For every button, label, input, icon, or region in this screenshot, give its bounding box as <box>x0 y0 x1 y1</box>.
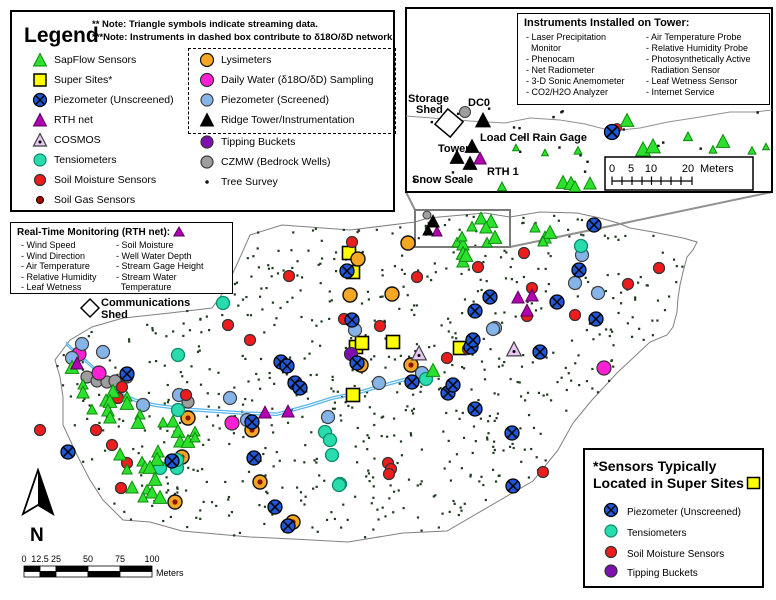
tensiometer-marker <box>333 479 346 492</box>
legend-item-soil_gas <box>30 191 135 209</box>
legend-item-label: CZMW (Bedrock Wells) <box>221 156 331 168</box>
piezometer-unscreened-marker <box>587 218 601 232</box>
legend-panel <box>10 10 395 212</box>
tensiometer-marker <box>575 240 588 253</box>
piezometer-screened-marker <box>592 287 605 300</box>
rth-triangle-icon <box>173 226 185 237</box>
lysimeter-marker <box>253 475 267 489</box>
soil_gas-icon <box>30 192 50 208</box>
piezometer-unscreened-marker <box>533 345 547 359</box>
ridge_tower-icon <box>197 112 217 128</box>
legend-item-label: Ridge Tower/Instrumentation <box>221 114 355 126</box>
piezometer-unscreened-marker <box>120 367 134 381</box>
lysimeter-marker <box>343 288 357 302</box>
piezometer-unscreened-marker <box>572 263 586 277</box>
legend-item-label: Piezometer (Unscreened) <box>54 94 174 106</box>
supersites-item-label: Soil Moisture Sensors <box>627 549 725 560</box>
legend-item-label: RTH net <box>54 114 93 126</box>
tower-instruments-panel <box>517 13 770 105</box>
soil-moisture-marker <box>223 320 234 331</box>
legend-item-soil_moisture <box>30 171 156 189</box>
legend-item-piezometer_unscreened <box>30 91 174 109</box>
daily-water-marker <box>225 416 239 430</box>
legend-note-isotope: ***Note: Instruments in dashed box contribute to δ18O/δD network. <box>92 32 395 43</box>
legend-item-rth_net <box>30 111 93 129</box>
tower-instruments-left-list <box>526 32 625 98</box>
supersites-panel <box>583 448 764 588</box>
tower-instruments-right-list <box>646 32 751 98</box>
piezometer-unscreened-marker <box>268 500 282 514</box>
soil-moisture-marker <box>117 382 128 393</box>
rth-parameter: - Soil Moisture <box>116 240 174 250</box>
legend-item-label: SapFlow Sensors <box>54 54 137 66</box>
tower-instrument: - Leaf Wetness Sensor <box>646 76 738 86</box>
soil-moisture-marker <box>654 263 665 274</box>
legend-item-daily_water <box>197 71 374 89</box>
legend-note-streaming: ** Note: Triangle symbols indicate streaming data. <box>92 19 318 30</box>
scale-tick-label: 25 <box>50 554 62 564</box>
soil-moisture-marker <box>245 335 256 346</box>
scale-tick-label: 75 <box>114 554 126 564</box>
tipping_buckets-icon <box>603 563 619 584</box>
lysimeter-marker <box>351 252 365 266</box>
soil-moisture-marker <box>91 425 102 436</box>
supersites-item-label: Piezometer (Unscreened) <box>627 507 741 518</box>
legend-item-label: Super Sites* <box>54 74 113 86</box>
super-site-marker <box>356 337 369 350</box>
tree-icon <box>197 174 217 190</box>
soil-moisture-marker <box>375 321 386 332</box>
tower-instrument: - Net Radiometer <box>526 65 595 75</box>
inset-scale-tick-label: 5 <box>627 163 635 175</box>
tensiometer-marker <box>326 449 339 462</box>
rth-left-list <box>21 240 97 293</box>
legend-title: Legend <box>24 24 99 47</box>
tensiometers-icon <box>603 523 619 544</box>
soil_moisture-icon <box>603 544 619 565</box>
soil-moisture-marker <box>519 248 530 259</box>
piezometer-unscreened-marker <box>483 290 497 304</box>
piezometer-screened-marker <box>97 346 110 359</box>
legend-item-tree <box>197 173 278 191</box>
soil-moisture-marker <box>181 390 192 401</box>
tipping_buckets-icon <box>197 134 217 150</box>
soil-moisture-marker <box>442 353 453 364</box>
legend-item-cosmos <box>30 131 101 149</box>
inset-scale-tick-label: 0 <box>608 163 616 175</box>
inset-scale-bar <box>605 157 753 190</box>
north-label: N <box>30 525 44 546</box>
tower-instrument: Monitor <box>526 43 562 53</box>
soil-moisture-marker <box>473 262 484 273</box>
tensiometer-marker <box>217 297 230 310</box>
supersites-item-label: Tipping Buckets <box>627 568 698 579</box>
czmw-well-marker <box>423 211 431 219</box>
piezometer-unscreened-marker <box>550 295 564 309</box>
soil-moisture-marker <box>412 272 423 283</box>
soil-moisture-marker <box>347 237 358 248</box>
tower-instrument: - 3-D Sonic Anemometer <box>526 76 625 86</box>
load-cell-rain-gage-label: Load Cell Rain Gage <box>480 132 587 144</box>
rth1-label: RTH 1 <box>487 166 519 178</box>
legend-item-lysimeters <box>197 51 271 69</box>
scale-tick-label: 100 <box>144 554 160 564</box>
piezometer-unscreened-marker <box>506 479 520 493</box>
piezometer-unscreened-marker <box>345 313 359 327</box>
dc0-label: DC0 <box>468 97 491 109</box>
scale-tick-label: 50 <box>82 554 94 564</box>
tensiometer-marker <box>172 349 185 362</box>
scale-unit-label: Meters <box>156 568 184 578</box>
piezometer_unscreened-icon <box>30 92 50 108</box>
legend-item-label: Tree Survey <box>221 176 278 188</box>
daily-water-marker <box>92 366 106 380</box>
soil-moisture-marker <box>538 467 549 478</box>
rth-parameter: - Relative Humidity <box>21 271 97 282</box>
daily-water-marker <box>597 361 611 375</box>
piezometer-screened-marker <box>76 338 89 351</box>
supersites-item-tensiometers <box>603 523 686 544</box>
storage-shed-label: Storage <box>408 93 449 105</box>
inset-scale-unit: Meters <box>700 163 734 175</box>
rth-parameter: - Wind Speed <box>21 240 76 250</box>
rth-parameter: - Stream Water <box>116 271 177 282</box>
rth-parameter: Temperature <box>116 282 172 292</box>
tower-instrument: - Laser Precipitation <box>526 32 607 42</box>
piezometer-screened-marker <box>224 392 237 405</box>
piezometer-unscreened-marker <box>505 426 519 440</box>
piezometer-screened-marker <box>487 323 500 336</box>
legend-item-sapflow <box>30 51 136 69</box>
legend-item-czmw <box>197 153 330 171</box>
lysimeters-icon <box>197 52 217 68</box>
tower-instrument: - CO2/H2O Analyzer <box>526 87 609 97</box>
piezometer-screened-marker <box>322 411 335 424</box>
supersites-item-list <box>585 450 762 586</box>
super-site-marker <box>347 389 360 402</box>
tower-instrument: - Internet Service <box>646 87 715 97</box>
piezometer-unscreened-marker <box>247 451 261 465</box>
snow-scale-label: Snow Scale <box>412 174 474 186</box>
rth-monitoring-panel <box>10 222 233 294</box>
tower-instruments-title: Instruments Installed on Tower: <box>524 17 690 29</box>
piezometer-unscreened-marker <box>245 415 259 429</box>
tower-instrument: - Phenocam <box>526 54 575 64</box>
piezometer-unscreened-marker <box>281 519 295 533</box>
piezometer-unscreened-marker <box>468 304 482 318</box>
piezometer-screened-marker <box>569 277 582 290</box>
soil-moisture-marker <box>384 469 395 480</box>
piezometer-screened-marker <box>373 377 386 390</box>
piezometer-unscreened-marker <box>165 454 179 468</box>
legend-item-label: Soil Moisture Sensors <box>54 174 157 186</box>
legend-item-piezometer_screened <box>197 91 329 109</box>
soil-moisture-marker <box>35 425 46 436</box>
legend-notes <box>92 18 395 44</box>
rth-parameter: - Well Water Depth <box>116 250 192 261</box>
piezometer-unscreened-marker <box>405 375 419 389</box>
legend-item-label: Tensiometers <box>54 154 117 166</box>
rth-parameter: - Leaf Wetness <box>21 282 82 292</box>
scale-tick-label: 0 <box>21 554 27 564</box>
piezometer-unscreened-marker <box>446 378 460 392</box>
legend-item-label: Soil Gas Sensors <box>54 194 136 206</box>
tower-label: Tower <box>438 143 470 155</box>
tower-instrument: - Relative Humidity Probe <box>646 43 749 53</box>
cosmos-icon <box>30 132 50 148</box>
piezometer-unscreened-marker <box>350 356 364 370</box>
legend-item-label: Tipping Buckets <box>221 136 296 148</box>
tensiometer-marker <box>172 404 185 417</box>
daily_water-icon <box>197 72 217 88</box>
inset-scale-tick-label: 10 <box>644 163 658 175</box>
soil-moisture-marker <box>570 310 581 321</box>
supersites-item-piezometer_unscreened <box>603 502 741 523</box>
piezometer_unscreened-icon <box>603 502 619 523</box>
piezometer-unscreened-marker <box>293 381 307 395</box>
rth-right-list <box>116 240 204 293</box>
rth-parameter: - Stream Gage Height <box>116 261 204 271</box>
sapflow-icon <box>30 52 50 68</box>
legend-item-label: Piezometer (Screened) <box>221 94 329 106</box>
lysimeter-marker <box>168 495 182 509</box>
lysimeter-marker <box>401 236 415 250</box>
piezometer-unscreened-marker <box>468 402 482 416</box>
soil-moisture-marker <box>107 440 118 451</box>
rth_net-icon <box>30 112 50 128</box>
storage-shed-label: Shed <box>416 104 443 116</box>
soil-moisture-marker <box>623 279 634 290</box>
tower-instrument: - Photosynthetically Active <box>646 54 751 64</box>
communications-shed-label: Communications <box>101 297 191 309</box>
supersites-item-label: Tensiometers <box>627 528 687 539</box>
soil-moisture-marker <box>284 271 295 282</box>
scale-tick-label: 12.5 <box>31 554 49 564</box>
legend-item-super_sites <box>30 71 112 89</box>
supersites-title: *Sensors Typically Located in Super Sites <box>593 458 761 492</box>
rth-panel-title: Real-Time Monitoring (RTH net): <box>17 226 185 238</box>
legend-item-label: Daily Water (δ18O/δD) Sampling <box>221 74 374 86</box>
piezometer-screened-marker <box>137 399 150 412</box>
piezometer-unscreened-marker <box>589 312 603 326</box>
inset-scale-tick-label: 20 <box>681 163 695 175</box>
piezometer-unscreened-marker <box>605 125 620 140</box>
lysimeter-marker <box>385 287 399 301</box>
legend-item-tensiometers <box>30 151 116 169</box>
tensiometer-marker <box>324 434 337 447</box>
piezometer-unscreened-marker <box>280 359 294 373</box>
super_sites-icon <box>30 72 50 88</box>
piezometer-unscreened-marker <box>61 445 75 459</box>
soil-moisture-marker <box>116 483 127 494</box>
piezometer-unscreened-marker <box>466 333 480 347</box>
piezometer-unscreened-marker <box>340 264 354 278</box>
supersites-item-soil_moisture <box>603 544 724 565</box>
legend-item-label: COSMOS <box>54 134 101 146</box>
rth-parameter: - Air Temperature <box>21 261 90 271</box>
tower-instrument: Radiation Sensor <box>646 65 721 75</box>
legend-item-label: Lysimeters <box>221 54 272 66</box>
tensiometers-icon <box>30 152 50 168</box>
supersites-item-tipping_buckets <box>603 563 698 584</box>
rth-parameter: - Wind Direction <box>21 250 86 261</box>
piezometer_screened-icon <box>197 92 217 108</box>
legend-item-ridge_tower <box>197 111 354 129</box>
super-site-marker <box>387 336 400 349</box>
tower-instrument: - Air Temperature Probe <box>646 32 742 42</box>
soil_moisture-icon <box>30 172 50 188</box>
czmw-icon <box>197 154 217 170</box>
legend-item-tipping_buckets <box>197 133 295 151</box>
communications-shed-label: Shed <box>101 309 128 321</box>
